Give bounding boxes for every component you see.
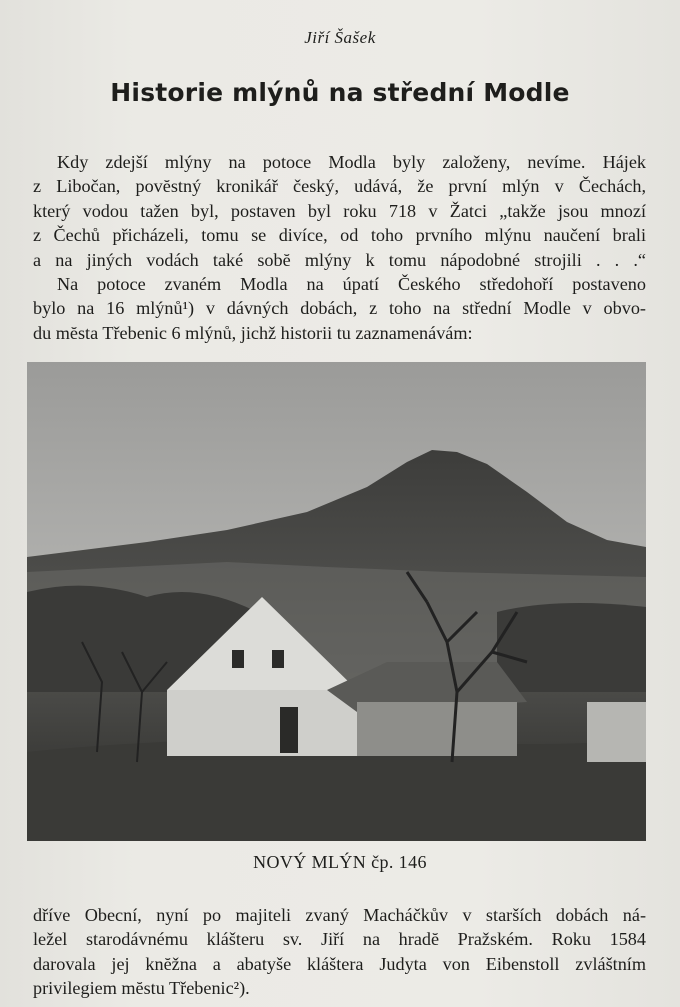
text-line: z Libočan, povĕstný kronikář český, udává, že první mlýn v Čechách, <box>33 176 646 197</box>
text-line: dříve Obecní, nyní po majiteli zvaný Macháčkův v starších dobách ná- <box>33 905 646 925</box>
text-line: z Čechů přicházeli, tomu se divíce, od toho prvního mlýnu naučení brali <box>33 225 646 246</box>
text-line: bylo na 16 mlýnů¹) v dávných dobách, z toho na střední Modle v obvo- <box>33 298 646 319</box>
text-line: ležel starodávnému klášteru sv. Jiří na hradĕ Pražském. Roku 1584 <box>33 929 646 950</box>
text-line: Kdy zdejší mlýny na potoce Modla byly založeny, nevíme. Hájek <box>57 152 646 172</box>
text-line: který vodou tažen byl, postaven byl roku 718 v Žatci „takže jsou mnozí <box>33 200 646 221</box>
mill-text <box>33 903 646 1001</box>
article-title: Historie mlýnů na střední Modle <box>110 78 570 107</box>
text-line: Na potoce zvaném Modla na úpatí Českého středohoří postaveno <box>57 274 646 295</box>
text-line: a na jiných vodách také sobĕ mlýny k tomu nápodobné strojili . . .“ <box>33 249 646 270</box>
text-line: du mĕsta Třebenic 6 mlýnů, jichž historii tu zaznamenávám: <box>33 322 473 343</box>
photo-caption: NOVÝ MLÝN čp. 146 <box>253 852 427 872</box>
mill-photograph <box>27 362 646 841</box>
author-name: Jiří Šašek <box>304 28 376 47</box>
text-line: darovala jej knĕžna a abatyše kláštera Judyta von Eibenstoll zvláštním <box>33 953 646 974</box>
intro-text <box>33 150 646 345</box>
text-line: privilegiem mĕstu Třebenic²). <box>33 978 250 999</box>
